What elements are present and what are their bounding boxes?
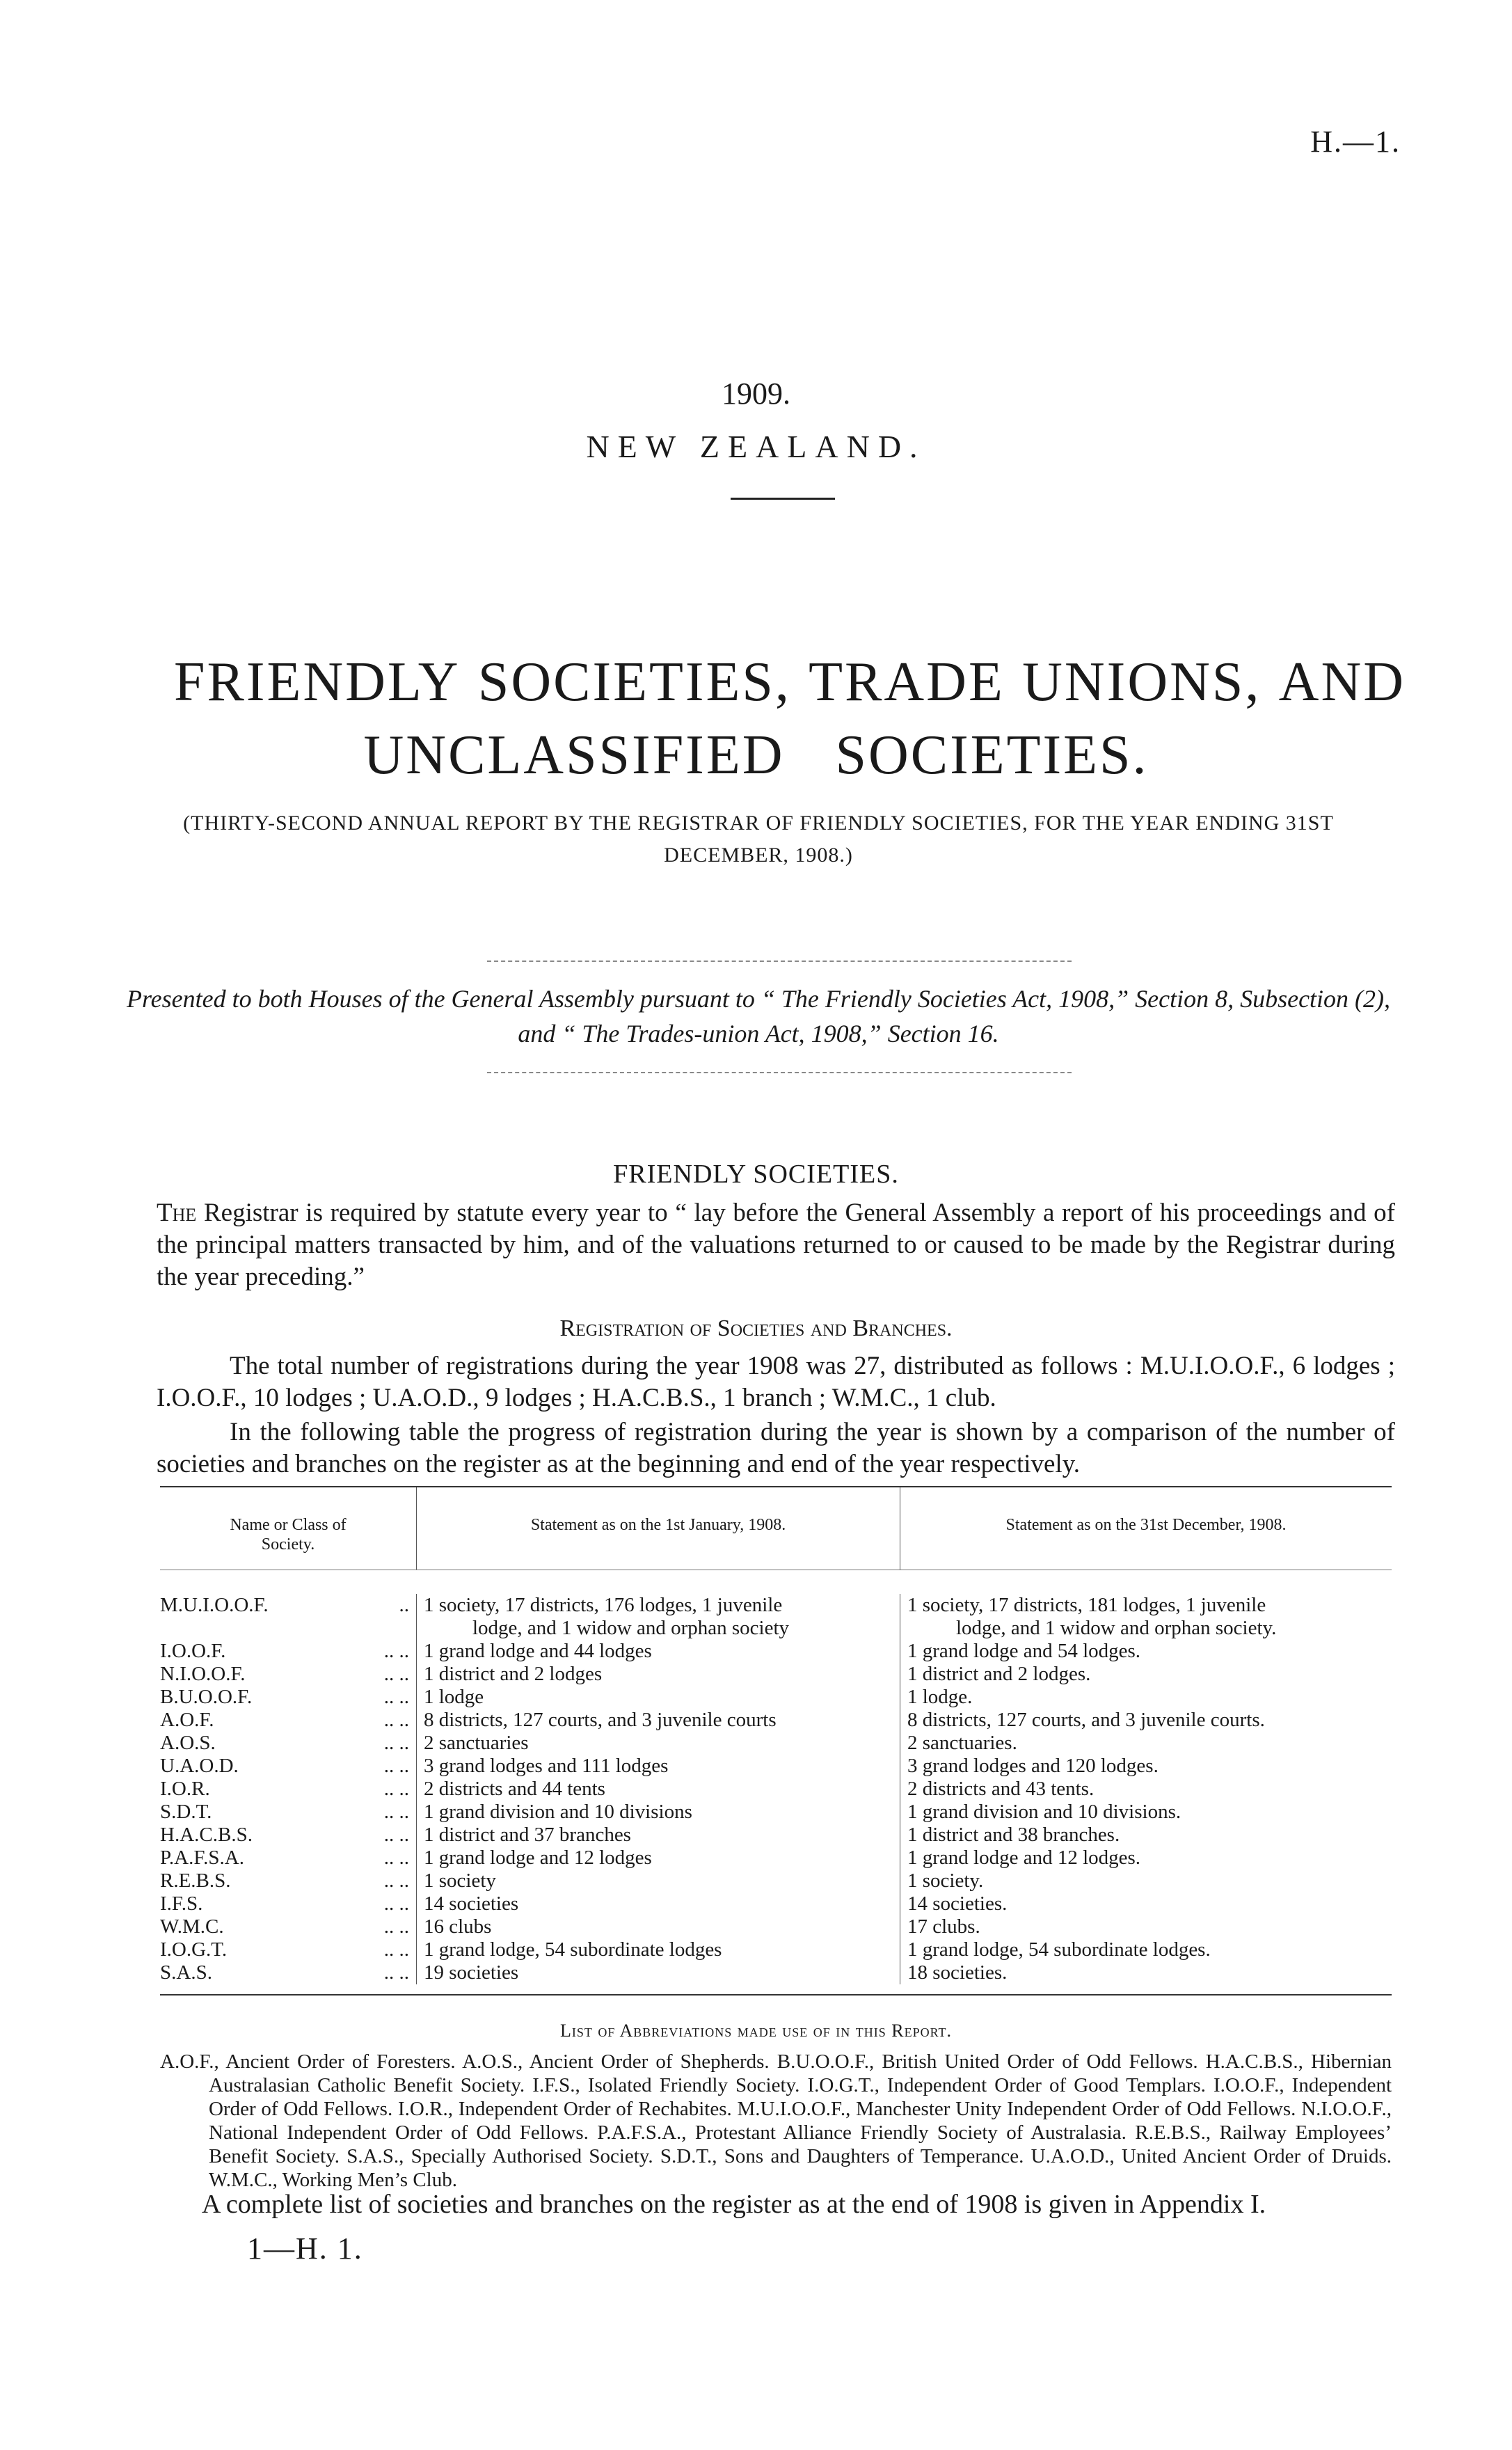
jan-statement: 14 societies: [416, 1892, 900, 1915]
table-row: I.O.R. .. .. 2 districts and 44 tents 2 districts and 43 tents.: [160, 1778, 1392, 1801]
jan-statement: 8 districts, 127 courts, and 3 juvenile courts: [416, 1709, 900, 1732]
jan-statement: 1 society: [416, 1870, 900, 1892]
society-name: W.M.C.: [160, 1915, 224, 1938]
jan-statement-cont: lodge, and 1 widow and orphan society: [416, 1617, 900, 1640]
society-name: I.O.G.T.: [160, 1938, 228, 1961]
registration-paragraph: In the following table the progress of registration during the year is shown by a comparison of the number of societies and branches on the register as at the beginning and end of the year respectively.: [157, 1418, 1395, 1478]
table-row: W.M.C. .. .. 16 clubs 17 clubs.: [160, 1915, 1392, 1938]
report-subtitle: (THIRTY-SECOND ANNUAL REPORT BY THE REGISTRAR OF FRIENDLY SOCIETIES, FOR THE YEAR ENDING 31ST DECEMBER, 1908.): [183, 812, 1334, 867]
abbreviations-text: A.O.F., Ancient Order of Foresters. A.O.S., Ancient Order of Shepherds. B.U.O.O.F., British United Order of Odd Fellows. H.A.C.B.S., Hibernian Australasian Catholic Benefit Society. I.F.S., Isolated Friendly Society. I.O.G.T., Independent Order of Good Templars. I.O.O.F., Independent Order of Odd Fellows. I.O.R., Independent Order of Rechabites. M.U.I.O.O.F., Manchester Unity Independent Order of Odd Fellows. N.I.O.O.F., National Independent Order of Odd Fellows. P.A.F.S.A., Protestant Alliance Friendly Society of Australasia. R.E.B.S., Railway Employees’ Benefit Society. S.A.S., Specially Authorised Society. S.D.T., Sons and Daughters of Temperance. U.A.O.D., United Ancient Order of Druids. W.M.C., Working Men’s Club.: [160, 2050, 1392, 2191]
intro-paragraph: [157, 1197, 1395, 1293]
table-row: A.O.F. .. .. 8 districts, 127 courts, and 3 juvenile courts 8 districts, 127 courts, and 3 juvenile courts.: [160, 1709, 1392, 1732]
society-name: I.O.R.: [160, 1778, 210, 1800]
society-name: N.I.O.O.F.: [160, 1663, 246, 1685]
jan-statement: 16 clubs: [416, 1915, 900, 1938]
jan-statement: 1 district and 2 lodges: [416, 1663, 900, 1686]
title-word: AND: [1278, 651, 1406, 713]
table-row: U.A.O.D. .. .. 3 grand lodges and 111 lodges 3 grand lodges and 120 lodges.: [160, 1755, 1392, 1778]
society-name: R.E.B.S.: [160, 1870, 231, 1892]
abbreviations-list: [160, 2050, 1392, 2192]
header-dec: Statement as on the 31st December, 1908.: [900, 1487, 1392, 1570]
table-row: P.A.F.S.A. .. .. 1 grand lodge and 12 lodges 1 grand lodge and 12 lodges.: [160, 1847, 1392, 1870]
dec-statement: 1 grand lodge, 54 subordinate lodges.: [900, 1938, 1392, 1961]
subsection-heading: Registration of Societies and Branches.: [559, 1315, 953, 1341]
registration-table: [160, 1486, 1392, 1995]
footer-page-ref: 1—H. 1.: [247, 2231, 363, 2266]
dec-statement: 2 sanctuaries.: [900, 1732, 1392, 1755]
table-row: I.O.O.F. .. .. 1 grand lodge and 44 lodges 1 grand lodge and 54 lodges.: [160, 1640, 1392, 1663]
registration-paragraph: The total number of registrations during the year 1908 was 27, distributed as follows : M.U.I.O.O.F., 6 lodges ; I.O.O.F., 10 lodges ; U.A.O.D., 9 lodges ; H.A.C.B.S., 1 branch ; W.M.C., 1 club.: [157, 1352, 1395, 1412]
dec-statement: 1 grand division and 10 divisions.: [900, 1801, 1392, 1824]
title-word: TRADE: [809, 651, 1005, 713]
section-heading: FRIENDLY SOCIETIES.: [613, 1160, 899, 1189]
country-name: NEW ZEALAND.: [586, 429, 926, 464]
dec-statement: 1 grand lodge and 54 lodges.: [900, 1640, 1392, 1663]
divider: [487, 1072, 1072, 1073]
intro-lead: The: [157, 1199, 197, 1227]
table-header: [160, 1487, 1392, 1570]
society-name: A.O.S.: [160, 1732, 216, 1754]
dec-statement: 8 districts, 127 courts, and 3 juvenile courts.: [900, 1709, 1392, 1732]
table-row: R.E.B.S. .. .. 1 society 1 society.: [160, 1870, 1392, 1892]
table-row: N.I.O.O.F. .. .. 1 district and 2 lodges 1 district and 2 lodges.: [160, 1663, 1392, 1686]
table-row: I.O.G.T. .. .. 1 grand lodge, 54 subordinate lodges 1 grand lodge, 54 subordinate lodges.: [160, 1938, 1392, 1961]
society-name: M.U.I.O.O.F.: [160, 1594, 269, 1616]
table-row: A.O.S. .. .. 2 sanctuaries 2 sanctuaries.: [160, 1732, 1392, 1755]
title-rule: [731, 498, 835, 500]
header-name: Name or Class of Society.: [230, 1516, 347, 1554]
page-reference: H.—1.: [1310, 125, 1401, 159]
society-name: P.A.F.S.A.: [160, 1847, 244, 1869]
dec-statement-cont: lodge, and 1 widow and orphan society.: [900, 1617, 1392, 1640]
table-row: [160, 1617, 1392, 1640]
table-row: H.A.C.B.S. .. .. 1 district and 37 branches 1 district and 38 branches.: [160, 1824, 1392, 1847]
society-name: I.O.O.F.: [160, 1640, 226, 1662]
report-year: 1909.: [722, 377, 790, 411]
table-row: M.U.I.O.O.F. .. 1 society, 17 districts, 176 lodges, 1 juvenile 1 society, 17 districts, 181 lodges, 1 juvenile: [160, 1594, 1392, 1617]
dec-statement: 17 clubs.: [900, 1915, 1392, 1938]
table-row: S.A.S. .. .. 19 societies 18 societies.: [160, 1961, 1392, 1984]
dec-statement: 1 district and 38 branches.: [900, 1824, 1392, 1847]
society-name: A.O.F.: [160, 1709, 214, 1731]
title-word: UNIONS,: [1022, 651, 1262, 713]
jan-statement: 1 society, 17 districts, 176 lodges, 1 juvenile: [416, 1594, 900, 1617]
dec-statement: 1 society.: [900, 1870, 1392, 1892]
table-row: B.U.O.O.F. .. .. 1 lodge 1 lodge.: [160, 1686, 1392, 1709]
dec-statement: 1 grand lodge and 12 lodges.: [900, 1847, 1392, 1870]
jan-statement: 2 sanctuaries: [416, 1732, 900, 1755]
title-line-2: UNCLASSIFIED SOCIETIES.: [363, 725, 1149, 786]
jan-statement: 1 district and 37 branches: [416, 1824, 900, 1847]
jan-statement: 1 lodge: [416, 1686, 900, 1709]
divider: [487, 961, 1072, 962]
jan-statement: 1 grand division and 10 divisions: [416, 1801, 900, 1824]
dec-statement: 1 society, 17 districts, 181 lodges, 1 juvenile: [900, 1594, 1392, 1617]
society-name: S.D.T.: [160, 1801, 212, 1823]
dec-statement: 14 societies.: [900, 1892, 1392, 1915]
title-word: SOCIETIES,: [477, 651, 791, 713]
jan-statement: 3 grand lodges and 111 lodges: [416, 1755, 900, 1778]
society-name: H.A.C.B.S.: [160, 1824, 253, 1846]
society-name: S.A.S.: [160, 1961, 212, 1984]
table-body: [160, 1570, 1392, 1994]
abbreviations-heading: List of Abbreviations made use of in this Report.: [559, 2021, 952, 2041]
title-word: FRIENDLY: [174, 651, 461, 713]
jan-statement: 1 grand lodge and 12 lodges: [416, 1847, 900, 1870]
header-jan: Statement as on the 1st January, 1908.: [416, 1487, 900, 1570]
presentation-note: Presented to both Houses of the General Assembly pursuant to “ The Friendly Societies Act, 1908,” Section 8, Subsection (2), and “ The Trades-union Act, 1908,” Section 16.: [126, 985, 1391, 1048]
table-row: I.F.S. .. .. 14 societies 14 societies.: [160, 1892, 1392, 1915]
dec-statement: 1 district and 2 lodges.: [900, 1663, 1392, 1686]
closing-note: A complete list of societies and branches on the register as at the end of 1908 is given in Appendix I.: [202, 2190, 1266, 2219]
dec-statement: 18 societies.: [900, 1961, 1392, 1984]
society-name: B.U.O.O.F.: [160, 1686, 253, 1708]
jan-statement: 1 grand lodge, 54 subordinate lodges: [416, 1938, 900, 1961]
table-row: S.D.T. .. .. 1 grand division and 10 divisions 1 grand division and 10 divisions.: [160, 1801, 1392, 1824]
dec-statement: 2 districts and 43 tents.: [900, 1778, 1392, 1801]
intro-text: Registrar is required by statute every year to “ lay before the General Assembly a report of his proceedings and of the principal matters transacted by him, and of the valuations returned to or caused to be made by the Registrar during the year preceding.”: [157, 1199, 1395, 1291]
dec-statement: 3 grand lodges and 120 lodges.: [900, 1755, 1392, 1778]
jan-statement: 19 societies: [416, 1961, 900, 1984]
society-name: U.A.O.D.: [160, 1755, 239, 1777]
jan-statement: 2 districts and 44 tents: [416, 1778, 900, 1801]
society-name: I.F.S.: [160, 1892, 203, 1915]
jan-statement: 1 grand lodge and 44 lodges: [416, 1640, 900, 1663]
dec-statement: 1 lodge.: [900, 1686, 1392, 1709]
title-line-1: [174, 651, 1406, 714]
